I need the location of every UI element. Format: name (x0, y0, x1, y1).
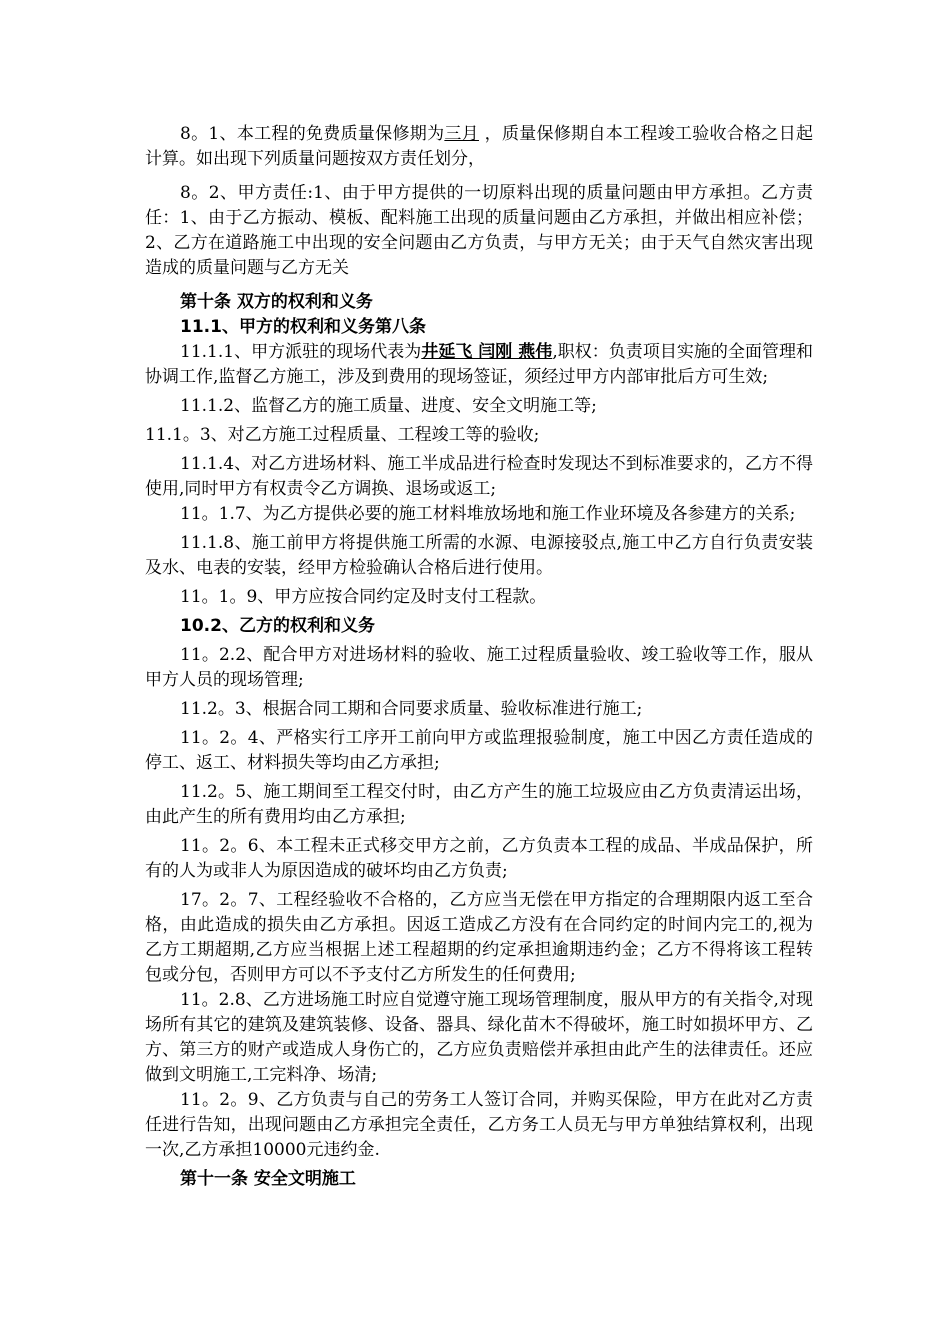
clause-11-1-1-text: 11.1.1、甲方派驻的现场代表为 (180, 342, 422, 362)
clause-11-1-3: 11.1。3、对乙方施工过程质量、工程竣工等的验收; (145, 425, 540, 445)
document-body (145, 122, 813, 1192)
article-11-heading: 第十一条 安全文明施工 (180, 1169, 356, 1189)
clause-11-2-6: 11。2。6、本工程未正式移交甲方之前，乙方负责本工程的成品、半成品保护，所有的人为或非人为原因造成的破坏均由乙方负责; (145, 836, 813, 881)
article-10-heading: 第十条 双方的权利和义务 (180, 292, 373, 312)
clause-8-1-text-cont: ，质量保修期自本工程竣工验收合格之日起计算。如出现下列质量问题按双方责任划分， (145, 124, 813, 169)
clause-8-1-text: 8。1、本工程的免费质量保修期为 (180, 124, 445, 144)
clause-8-2: 8。2、甲方责任:1、由于甲方提供的一切原料出现的质量问题由甲方承担。乙方责任：1、由于乙方振动、模板、配料施工出现的质量问题由乙方承担，并做出相应补偿；2、乙方在道路施工中出现的安全问题由乙方负责，与甲方无关；由于天气自然灾害出现造成的质量问题与乙方无关 (145, 183, 813, 278)
warranty-period-value: 三月 (444, 124, 479, 144)
clause-11-1-9: 11。1。9、甲方应按合同约定及时支付工程款。 (180, 587, 547, 607)
clause-11-1-7: 11。1.7、为乙方提供必要的施工材料堆放场地和施工作业环境及各参建方的关系; (180, 504, 796, 524)
clause-11-2-8: 11。2.8、乙方进场施工时应自觉遵守施工现场管理制度，服从甲方的有关指令,对现场所有其它的建筑及建筑装修、设备、器具、绿化苗木不得破坏，施工时如损坏甲方、乙方、第三方的财产或造成人身伤亡的，乙方应负责赔偿并承担由此产生的法律责任。还应做到文明施工,工完料净、场清; (145, 990, 813, 1085)
section-11-1-heading: 11.1、甲方的权利和义务第八条 (180, 317, 426, 337)
clause-11-1-8: 11.1.8、施工前甲方将提供施工所需的水源、电源接驳点,施工中乙方自行负责安装及水、电表的安装，经甲方检验确认合格后进行使用。 (145, 533, 813, 578)
clause-11-1-1-text-cont: ,职权：负责项目实施的全面管理和协调工作,监督乙方施工，涉及到费用的现场签证，须经过甲方内部审批后方可生效; (145, 342, 813, 387)
clause-11-1-1 (145, 340, 813, 390)
clause-11-2-2: 11。2.2、配合甲方对进场材料的验收、施工过程质量验收、竣工验收等工作，服从甲方人员的现场管理; (145, 645, 813, 690)
clause-17-2-7: 17。2。7、工程经验收不合格的，乙方应当无偿在甲方指定的合理期限内返工至合格，由此造成的损失由乙方承担。因返工造成乙方没有在合同约定的时间内完工的,视为乙方工期超期,乙方应当根据上述工程超期的约定承担逾期违约金；乙方不得将该工程转包或分包，否则甲方可以不予支付乙方所发生的任何费用; (145, 890, 813, 985)
site-representatives: 井延飞 闫刚 燕伟 (421, 342, 553, 362)
section-10-2-heading: 10.2、乙方的权利和义务 (180, 616, 375, 636)
clause-11-2-4: 11。2。4、严格实行工序开工前向甲方或监理报验制度，施工中因乙方责任造成的停工、返工、材料损失等均由乙方承担; (145, 728, 813, 773)
clause-11-2-9: 11。2。9、乙方负责与自己的劳务工人签订合同，并购买保险，甲方在此对乙方责任进行告知，出现问题由乙方承担完全责任，乙方务工人员无与甲方单独结算权利，出现一次,乙方承担10000元违约金. (145, 1090, 813, 1160)
clause-11-2-5: 11.2。5、施工期间至工程交付时，由乙方产生的施工垃圾应由乙方负责清运出场，由此产生的所有费用均由乙方承担; (145, 782, 813, 827)
clause-11-1-2: 11.1.2、监督乙方的施工质量、进度、安全文明施工等; (180, 396, 597, 416)
clause-11-2-3: 11.2。3、根据合同工期和合同要求质量、验收标准进行施工; (180, 699, 643, 719)
clause-11-1-4: 11.1.4、对乙方进场材料、施工半成品进行检查时发现达不到标准要求的，乙方不得使用,同时甲方有权责令乙方调换、退场或返工; (145, 454, 813, 499)
clause-8-1 (145, 122, 813, 172)
